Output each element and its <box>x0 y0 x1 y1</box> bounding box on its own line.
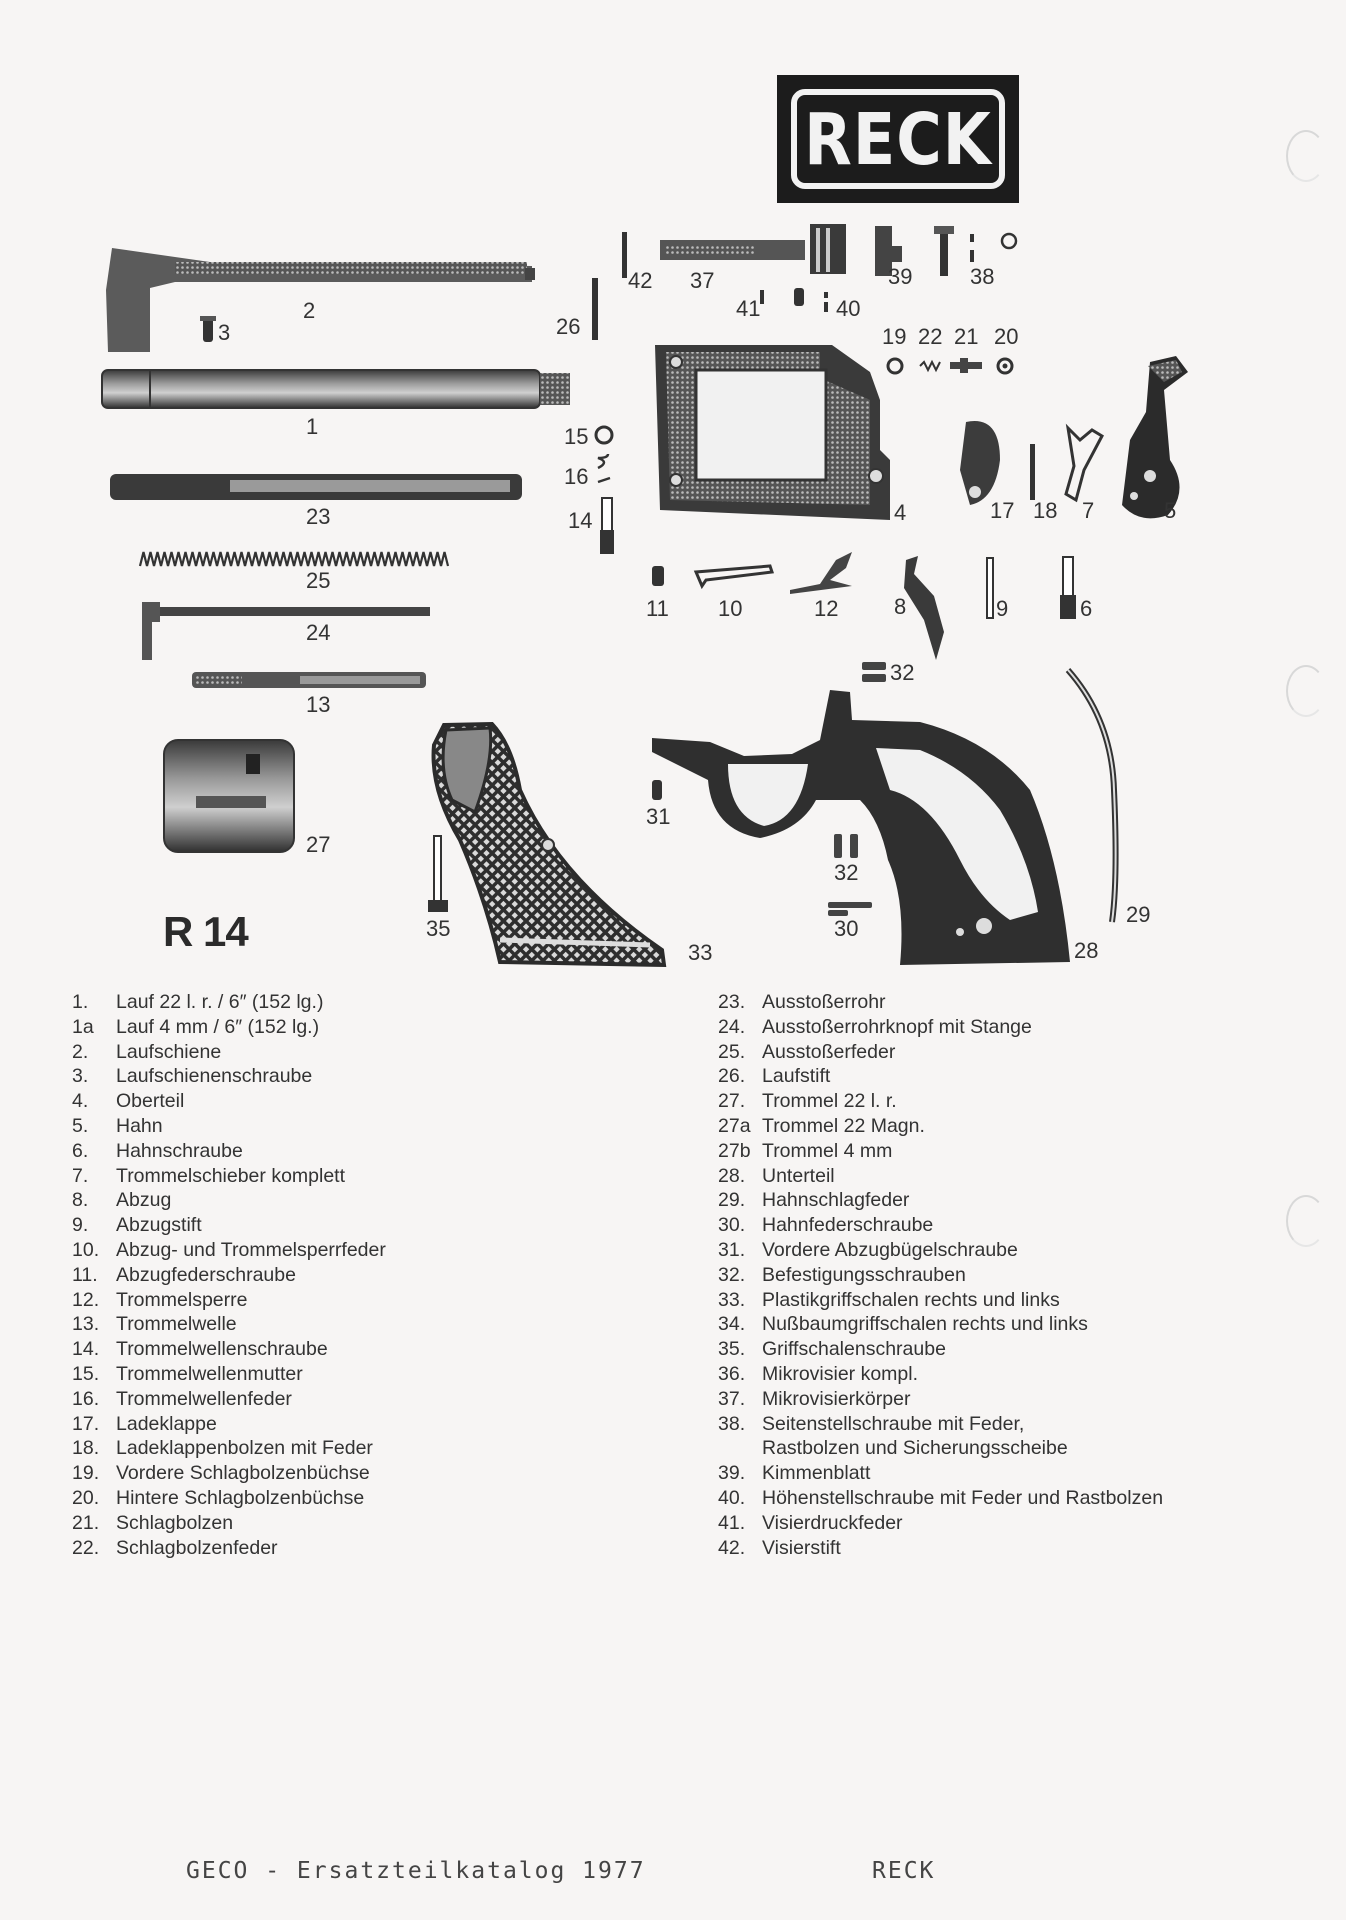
cylinder-pin-part-13 <box>192 672 426 688</box>
part-name: Visierdruckfeder <box>762 1511 903 1534</box>
part-name: Trommelsperre <box>116 1288 248 1311</box>
callout-14: 14 <box>568 508 593 533</box>
callout-24: 24 <box>306 620 331 645</box>
part-name: Abzugfederschraube <box>116 1263 296 1286</box>
parts-list-item <box>718 1412 1318 1437</box>
part-number: 4. <box>72 1090 89 1113</box>
part-name: Oberteil <box>116 1090 185 1113</box>
frame-bottom-part-28 <box>652 690 1070 965</box>
callout-40: 40 <box>836 296 861 321</box>
part-name: Lauf 4 mm / 6″ (152 lg.) <box>116 1015 320 1038</box>
part-name: Befestigungsschrauben <box>762 1263 966 1286</box>
callout-32-bottom: 32 <box>834 860 859 885</box>
small-parts-11-10-12 <box>652 552 852 594</box>
part-number: 25. <box>718 1040 746 1063</box>
parts-list-item <box>718 1536 1318 1561</box>
part-name: Plastikgriffschalen rechts und links <box>762 1288 1060 1311</box>
callout-35: 35 <box>426 916 451 941</box>
part-name: Trommelschieber komplett <box>116 1164 346 1187</box>
logo-text: RECK <box>804 97 992 181</box>
part-number: 11. <box>72 1263 98 1286</box>
callout-38: 38 <box>970 264 995 289</box>
callout-5: 5 <box>1164 498 1177 523</box>
parts-list-item <box>718 1114 1318 1139</box>
trigger-part-8 <box>904 556 944 660</box>
part-number: 32. <box>718 1263 746 1286</box>
frame-top-part-4 <box>655 345 890 520</box>
parts-list-item <box>718 1362 1318 1387</box>
parts-list-item <box>72 1288 672 1313</box>
part-name: Trommelwellenfeder <box>116 1387 292 1410</box>
footer-catalog-title: GECO - Ersatzteilkatalog 1977 <box>186 1858 646 1884</box>
parts-list-item <box>72 1263 672 1288</box>
part-number: 24. <box>718 1015 746 1038</box>
firing-pin-parts-19-22 <box>888 358 1012 373</box>
callout-26: 26 <box>556 314 581 339</box>
hammer-spring-screw-part-30 <box>828 902 872 916</box>
callout-37: 37 <box>690 268 715 293</box>
part-name: Ausstoßerrohr <box>762 991 886 1013</box>
part-number: 13. <box>72 1313 100 1336</box>
parts-list-item <box>72 1015 672 1040</box>
screws-part-32-bottom <box>834 834 858 858</box>
part-number: 27b <box>718 1139 751 1162</box>
part-name: Unterteil <box>762 1164 835 1187</box>
grip-screw-part-35 <box>428 836 448 912</box>
part-number: 17. <box>72 1412 100 1435</box>
part-name: Abzugstift <box>116 1214 202 1237</box>
parts-list-item <box>72 1337 672 1362</box>
part-number: 12. <box>72 1288 100 1311</box>
part-number: 38. <box>718 1412 746 1435</box>
part-number: 21. <box>72 1511 100 1534</box>
small-screws-parts-40-41 <box>760 288 828 312</box>
sight-body-part-37 <box>660 224 846 274</box>
callout-9: 9 <box>996 596 1009 621</box>
callout-15: 15 <box>564 424 589 449</box>
part-number: 26. <box>718 1065 746 1088</box>
part-name: Laufschienenschraube <box>116 1065 313 1088</box>
parts-list-item <box>718 1064 1318 1089</box>
part-number: 27. <box>718 1090 746 1113</box>
parts-list-item <box>72 1511 672 1536</box>
parts-list-item <box>718 1213 1318 1238</box>
callout-4: 4 <box>894 500 907 525</box>
part-name: Laufschiene <box>116 1040 222 1063</box>
part-number: 22. <box>72 1536 100 1559</box>
parts-list-item <box>72 1486 672 1511</box>
part-number: 27a <box>718 1114 751 1137</box>
part-name: Hahnfederschraube <box>762 1214 934 1237</box>
part-number: 14. <box>72 1338 100 1361</box>
parts-list-item <box>72 1536 672 1561</box>
part-name: Trommel 22 l. r. <box>762 1090 897 1113</box>
callout-16: 16 <box>564 464 589 489</box>
parts-list-item <box>72 1064 672 1089</box>
part-name: Laufstift <box>762 1065 831 1088</box>
part-name: Trommelwellenmutter <box>116 1362 303 1385</box>
part-name: Mikrovisierkörper <box>762 1387 911 1410</box>
part-number: 33. <box>718 1288 746 1311</box>
part-name: Trommel 22 Magn. <box>762 1114 925 1137</box>
parts-list-item <box>718 1337 1318 1362</box>
part-name: Ausstoßerfeder <box>762 1040 896 1063</box>
parts-list-item <box>72 1188 672 1213</box>
barrel-rib-part-2 <box>106 248 535 352</box>
parts-list-item <box>72 1040 672 1065</box>
part-number: 16. <box>72 1387 100 1410</box>
part-name: Höhenstellschraube mit Feder und Rastbolzen <box>762 1486 1164 1509</box>
part-number: 6. <box>72 1139 89 1162</box>
part-name: Ausstoßerrohrknopf mit Stange <box>762 1015 1032 1038</box>
barrel-part-1 <box>102 370 570 408</box>
rib-screw-part-3 <box>200 316 216 342</box>
callout-20: 20 <box>994 324 1019 349</box>
callout-29: 29 <box>1126 902 1151 927</box>
part-number: 36. <box>718 1362 746 1385</box>
part-name: Trommel 4 mm <box>762 1139 893 1162</box>
pin-part-42 <box>622 232 627 278</box>
parts-list-item <box>718 1511 1318 1536</box>
part-number: 9. <box>72 1214 89 1237</box>
footer-brand: RECK <box>872 1858 936 1884</box>
parts-list-item <box>718 1089 1318 1114</box>
part-number: 39. <box>718 1462 746 1485</box>
ejector-spring-coil <box>140 552 448 566</box>
callout-6: 6 <box>1080 596 1093 621</box>
part-number: 23. <box>718 991 746 1013</box>
callout-12: 12 <box>814 596 839 621</box>
part-number: 19. <box>72 1462 100 1485</box>
mainspring-part-29 <box>1068 670 1116 922</box>
callout-32-top: 32 <box>890 660 915 685</box>
parts-list-item <box>72 1387 672 1412</box>
small-parts-14-15-16 <box>596 427 614 554</box>
part-number: 20. <box>72 1486 100 1509</box>
part-name: Ladeklappe <box>116 1412 217 1435</box>
callout-19: 19 <box>882 324 907 349</box>
part-number: 7. <box>72 1164 89 1187</box>
part-name: Trommelwelle <box>116 1313 237 1336</box>
front-screw-part-31 <box>652 780 662 800</box>
callout-42: 42 <box>628 268 653 293</box>
callout-17: 17 <box>990 498 1015 523</box>
part-name: Ladeklappenbolzen mit Feder <box>116 1437 373 1460</box>
parts-list-item <box>72 1114 672 1139</box>
part-name-continuation: Rastbolzen und Sicherungsscheibe <box>762 1437 1068 1460</box>
callout-7: 7 <box>1082 498 1095 523</box>
callout-23: 23 <box>306 504 331 529</box>
callout-28: 28 <box>1074 938 1099 963</box>
part-number: 10. <box>72 1238 100 1261</box>
callout-30: 30 <box>834 916 859 941</box>
part-name: Lauf 22 l. r. / 6″ (152 lg.) <box>116 991 324 1013</box>
part-number: 28. <box>718 1164 746 1187</box>
parts-list-item <box>718 1288 1318 1313</box>
parts-list-left <box>72 990 672 1560</box>
callout-2: 2 <box>303 298 316 323</box>
part-name: Visierstift <box>762 1536 841 1559</box>
parts-list-item <box>72 990 672 1015</box>
callout-3: 3 <box>218 320 231 345</box>
screws-part-32-top <box>862 662 886 682</box>
part-name: Abzug <box>116 1189 172 1212</box>
part-number: 15. <box>72 1362 100 1385</box>
parts-list-item <box>72 1461 672 1486</box>
parts-list-item <box>718 1312 1318 1337</box>
parts-list-item <box>72 1312 672 1337</box>
ejector-rod-part-24 <box>142 602 430 660</box>
spring-coil-group <box>140 552 448 566</box>
parts-list-item <box>718 1263 1318 1288</box>
parts-list-item <box>718 1387 1318 1412</box>
trigger-pin-part-9 <box>987 558 993 618</box>
part-name: Vordere Abzugbügelschraube <box>762 1238 1018 1261</box>
bolt-part-7 <box>1066 428 1102 500</box>
part-number: 41. <box>718 1511 746 1534</box>
parts-list-item <box>718 1238 1318 1263</box>
part-name: Hahn <box>116 1114 163 1137</box>
parts-list-item <box>72 1089 672 1114</box>
part-name: Schlagbolzenfeder <box>116 1536 278 1559</box>
part-name: Kimmenblatt <box>762 1462 871 1485</box>
callout-31: 31 <box>646 804 671 829</box>
hammer-screw-part-6 <box>1060 557 1076 619</box>
hammer-part-5 <box>1122 356 1188 518</box>
parts-list-item <box>718 1188 1318 1213</box>
parts-list-right <box>718 990 1318 1560</box>
part-name: Hintere Schlagbolzenbüchse <box>116 1486 365 1509</box>
part-number: 1. <box>72 991 89 1013</box>
part-name: Schlagbolzen <box>116 1511 234 1534</box>
callout-39: 39 <box>888 264 913 289</box>
part-number: 40. <box>718 1486 746 1509</box>
part-name: Hahnschraube <box>116 1139 243 1162</box>
callout-41: 41 <box>736 296 761 321</box>
part-number: 42. <box>718 1536 746 1559</box>
parts-list-item <box>718 1486 1318 1511</box>
parts-list-item <box>72 1238 672 1263</box>
part-number: 8. <box>72 1189 89 1212</box>
part-number: 5. <box>72 1114 89 1137</box>
part-number: 1a <box>72 1015 94 1038</box>
part-number: 30. <box>718 1214 746 1237</box>
callout-27: 27 <box>306 832 331 857</box>
grip-panel-part-33 <box>434 724 664 965</box>
part-name: Seitenstellschraube mit Feder, <box>762 1412 1025 1435</box>
part-name: Nußbaumgriffschalen rechts und links <box>762 1313 1088 1336</box>
callout-18: 18 <box>1033 498 1058 523</box>
part-name: Mikrovisier kompl. <box>762 1362 919 1385</box>
callout-1: 1 <box>306 414 319 439</box>
part-number: 34. <box>718 1313 746 1336</box>
part-name: Hahnschlagfeder <box>762 1189 910 1212</box>
parts-list-item <box>72 1412 672 1437</box>
parts-list-item <box>72 1436 672 1461</box>
part-number: 2. <box>72 1040 89 1063</box>
part-number: 18. <box>72 1437 100 1460</box>
part-name: Vordere Schlagbolzenbüchse <box>116 1462 370 1485</box>
parts-list-item <box>72 1139 672 1164</box>
parts-list-item <box>718 1461 1318 1486</box>
callout-8: 8 <box>894 594 907 619</box>
parts-list-item <box>718 1139 1318 1164</box>
callout-21: 21 <box>954 324 979 349</box>
parts-list-item <box>718 1015 1318 1040</box>
loading-gate-part-17 <box>960 421 1000 505</box>
part-number: 31. <box>718 1238 746 1261</box>
part-name: Griffschalenschraube <box>762 1338 946 1361</box>
cylinder-part-27 <box>164 740 294 852</box>
parts-list-item <box>72 1213 672 1238</box>
callout-10: 10 <box>718 596 743 621</box>
parts-list-item-continuation <box>718 1436 1318 1461</box>
callout-11: 11 <box>646 596 669 621</box>
parts-list-item <box>72 1362 672 1387</box>
part-name: Trommelwellenschraube <box>116 1338 328 1361</box>
callout-22: 22 <box>918 324 943 349</box>
gate-pin-part-18 <box>1030 444 1035 500</box>
parts-list-item <box>718 1164 1318 1189</box>
part-number: 29. <box>718 1189 746 1212</box>
callout-25: 25 <box>306 568 331 593</box>
model-title: R 14 <box>163 908 248 955</box>
ejector-tube-part-23 <box>110 474 522 500</box>
parts-list-item <box>718 990 1318 1015</box>
parts-list-item <box>72 1164 672 1189</box>
pin-part-26 <box>592 278 598 340</box>
callout-13: 13 <box>306 692 331 717</box>
part-name: Abzug- und Trommelsperrfeder <box>116 1238 386 1261</box>
callout-33: 33 <box>688 940 713 965</box>
part-number: 35. <box>718 1338 746 1361</box>
part-number: 37. <box>718 1387 746 1410</box>
part-number: 3. <box>72 1065 89 1088</box>
parts-list-item <box>718 1040 1318 1065</box>
